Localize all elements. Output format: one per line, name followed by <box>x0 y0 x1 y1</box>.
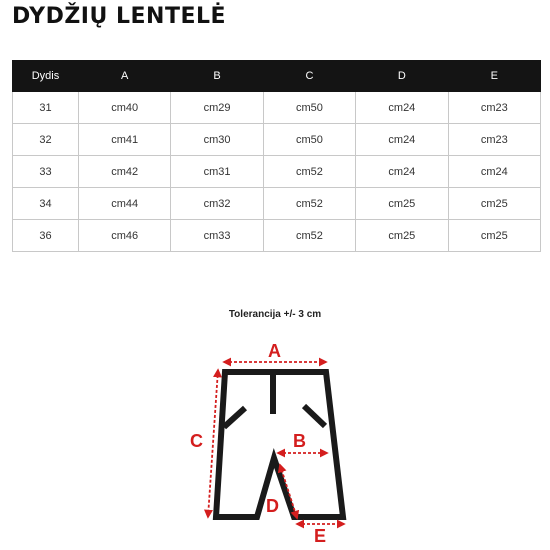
table-cell: cm52 <box>263 220 355 252</box>
table-cell: cm44 <box>79 188 171 220</box>
column-header: E <box>448 61 540 92</box>
table-cell: 32 <box>13 124 79 156</box>
table-cell: cm23 <box>448 124 540 156</box>
table-cell: cm41 <box>79 124 171 156</box>
table-cell: 34 <box>13 188 79 220</box>
table-cell: cm30 <box>171 124 263 156</box>
column-header: C <box>263 61 355 92</box>
label-a: A <box>268 341 281 361</box>
table-cell: cm31 <box>171 156 263 188</box>
column-header: D <box>356 61 448 92</box>
label-c: C <box>190 431 203 451</box>
label-d: D <box>266 496 279 516</box>
table-cell: 31 <box>13 92 79 124</box>
table-cell: 33 <box>13 156 79 188</box>
table-cell: cm24 <box>448 156 540 188</box>
table-cell: cm24 <box>356 124 448 156</box>
column-header: B <box>171 61 263 92</box>
table-cell: cm40 <box>79 92 171 124</box>
table-cell: 36 <box>13 220 79 252</box>
shorts-outline <box>216 372 343 517</box>
table-cell: cm25 <box>448 220 540 252</box>
table-cell: cm33 <box>171 220 263 252</box>
table-cell: cm32 <box>171 188 263 220</box>
label-b: B <box>293 431 306 451</box>
table-cell: cm52 <box>263 156 355 188</box>
tolerance-note: Tolerancija +/- 3 cm <box>228 309 322 320</box>
table-cell: cm24 <box>356 92 448 124</box>
table-cell: cm50 <box>263 124 355 156</box>
table-cell: cm46 <box>79 220 171 252</box>
table-cell: cm23 <box>448 92 540 124</box>
table-cell: cm52 <box>263 188 355 220</box>
table-cell: cm50 <box>263 92 355 124</box>
table-cell: cm24 <box>356 156 448 188</box>
table-cell: cm25 <box>356 220 448 252</box>
table-cell: cm25 <box>356 188 448 220</box>
table-cell: cm29 <box>171 92 263 124</box>
column-header: A <box>79 61 171 92</box>
label-e: E <box>314 526 327 546</box>
page-title: DYDŽIŲ LENTELĖ <box>12 4 227 29</box>
column-header: Dydis <box>13 61 79 92</box>
table-cell: cm42 <box>79 156 171 188</box>
table-cell: cm25 <box>448 188 540 220</box>
